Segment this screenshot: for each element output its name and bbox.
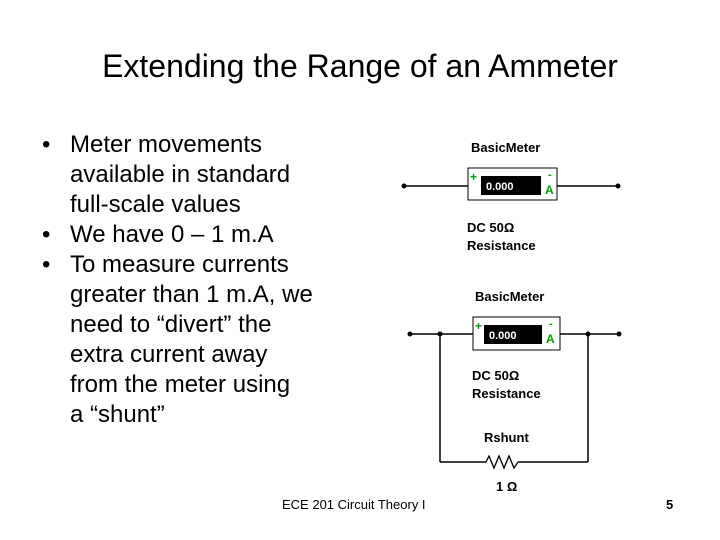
meter1-plus: + bbox=[470, 170, 478, 184]
meter1-spec: DC 50Ω bbox=[467, 220, 515, 235]
meter2-unit: A bbox=[546, 332, 555, 346]
meter2-minus: - bbox=[549, 318, 553, 330]
meter2-plus: + bbox=[475, 319, 483, 333]
meter1-circuit bbox=[402, 140, 621, 253]
meter2-circuit bbox=[408, 289, 622, 494]
bullet-marker: • bbox=[42, 221, 51, 248]
slide-title: Extending the Range of an Ammeter bbox=[102, 48, 618, 84]
meter2-reading: 0.000 bbox=[489, 330, 517, 342]
resistor-icon bbox=[486, 456, 518, 468]
terminal-node bbox=[616, 184, 621, 189]
bullet-marker: • bbox=[42, 251, 51, 278]
terminal-node bbox=[402, 184, 407, 189]
bullet-line: To measure currents bbox=[70, 251, 289, 278]
bullet-line: full-scale values bbox=[70, 191, 241, 218]
footer-course: ECE 201 Circuit Theory I bbox=[282, 497, 426, 512]
meter1-reading: 0.000 bbox=[486, 181, 514, 193]
meter1-minus: - bbox=[548, 169, 552, 181]
bullet-line: need to “divert” the bbox=[70, 311, 272, 338]
meter2-spec: Resistance bbox=[472, 386, 541, 401]
bullet-line: a “shunt” bbox=[70, 401, 165, 428]
shunt-value: 1 Ω bbox=[496, 479, 518, 494]
meter2-spec: DC 50Ω bbox=[472, 368, 520, 383]
bullet-marker: • bbox=[42, 131, 51, 158]
terminal-node bbox=[617, 332, 622, 337]
bullet-line: extra current away bbox=[70, 341, 268, 368]
meter1-title: BasicMeter bbox=[471, 140, 541, 155]
shunt-label: Rshunt bbox=[484, 430, 529, 445]
page-number: 5 bbox=[666, 497, 674, 512]
meter1-unit: A bbox=[545, 183, 554, 197]
meter2-title: BasicMeter bbox=[475, 289, 545, 304]
meter1-spec: Resistance bbox=[467, 238, 536, 253]
bullet-line: We have 0 – 1 m.A bbox=[70, 221, 274, 248]
terminal-node bbox=[408, 332, 413, 337]
bullet-line: greater than 1 m.A, we bbox=[70, 281, 313, 308]
bullet-line: from the meter using bbox=[70, 371, 291, 398]
bullet-line: Meter movements bbox=[70, 131, 263, 158]
bullet-line: available in standard bbox=[70, 161, 291, 188]
